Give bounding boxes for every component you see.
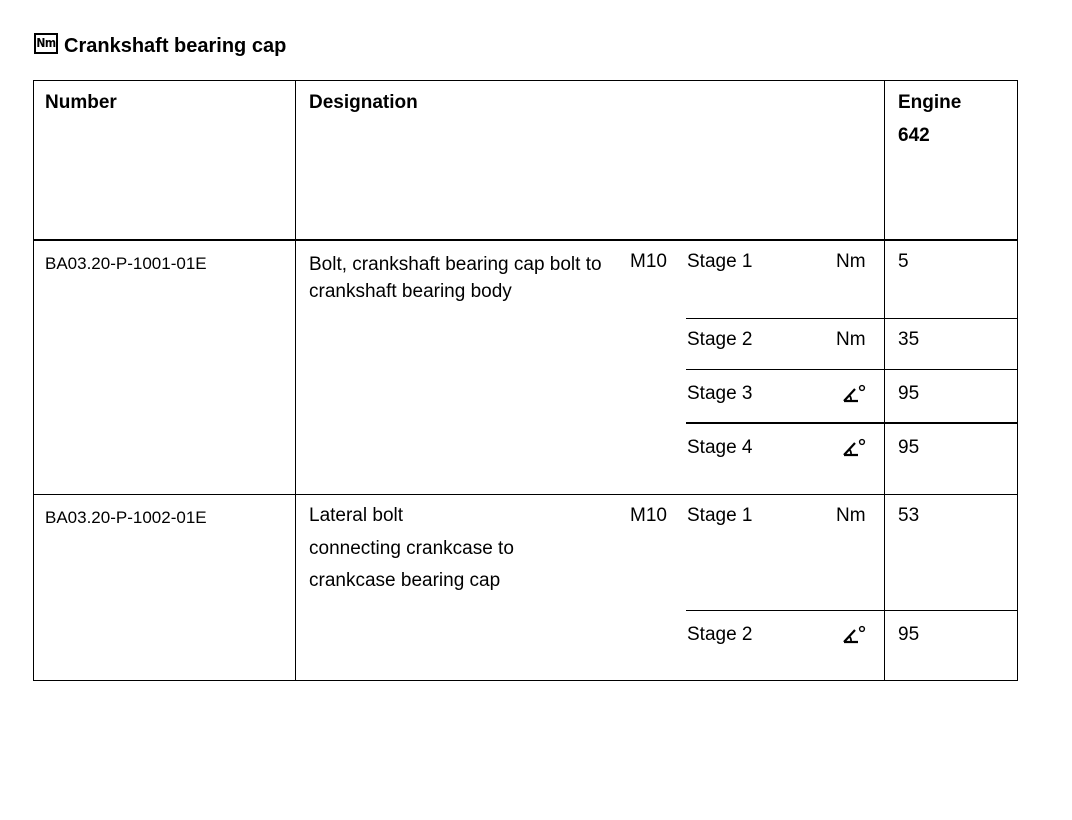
row-designation-line: crankcase bearing cap xyxy=(309,570,501,591)
column-header-engine: Engine xyxy=(898,92,962,113)
stage-divider xyxy=(686,369,1017,370)
page-title: Crankshaft bearing cap xyxy=(64,34,287,57)
stage-label: Stage 2 xyxy=(687,329,753,350)
stage-label: Stage 2 xyxy=(687,624,753,645)
stage-unit: Nm xyxy=(836,329,866,350)
column-header-number: Number xyxy=(45,92,117,113)
angle-degree-icon xyxy=(842,624,866,646)
angle-degree-icon xyxy=(842,437,866,459)
stage-value: 95 xyxy=(898,383,920,404)
stage-value: 5 xyxy=(898,251,909,272)
row-thread: M10 xyxy=(630,505,667,526)
column-divider xyxy=(295,81,296,680)
stage-value: 95 xyxy=(898,624,920,645)
torque-nm-icon: Nm xyxy=(34,33,58,54)
column-header-engine-model: 642 xyxy=(898,125,930,146)
stage-unit: Nm xyxy=(836,251,866,272)
column-header-designation: Designation xyxy=(309,92,418,113)
stage-divider xyxy=(686,422,1017,424)
stage-value: 35 xyxy=(898,329,920,350)
stage-label: Stage 3 xyxy=(687,383,753,404)
row-number: BA03.20-P-1001-01E xyxy=(45,254,207,273)
header-divider xyxy=(34,239,1017,241)
stage-divider xyxy=(686,610,1017,611)
row-designation-line: connecting crankcase to xyxy=(309,538,514,559)
stage-value: 53 xyxy=(898,505,920,526)
stage-unit: Nm xyxy=(836,505,866,526)
row-designation-line: Lateral bolt xyxy=(309,505,404,526)
row-number: BA03.20-P-1002-01E xyxy=(45,508,207,527)
column-divider xyxy=(884,81,885,680)
stage-label: Stage 1 xyxy=(687,505,753,526)
stage-label: Stage 4 xyxy=(687,437,753,458)
stage-label: Stage 1 xyxy=(687,251,753,272)
stage-value: 95 xyxy=(898,437,920,458)
torque-table xyxy=(33,80,1018,681)
stage-divider xyxy=(686,318,1017,319)
angle-degree-icon xyxy=(842,383,866,405)
row-thread: M10 xyxy=(630,251,667,272)
page-title-bar xyxy=(34,32,286,60)
row-designation: Bolt, crankshaft bearing cap bolt to crankshaft bearing body xyxy=(309,254,602,302)
row-divider xyxy=(34,494,1017,495)
